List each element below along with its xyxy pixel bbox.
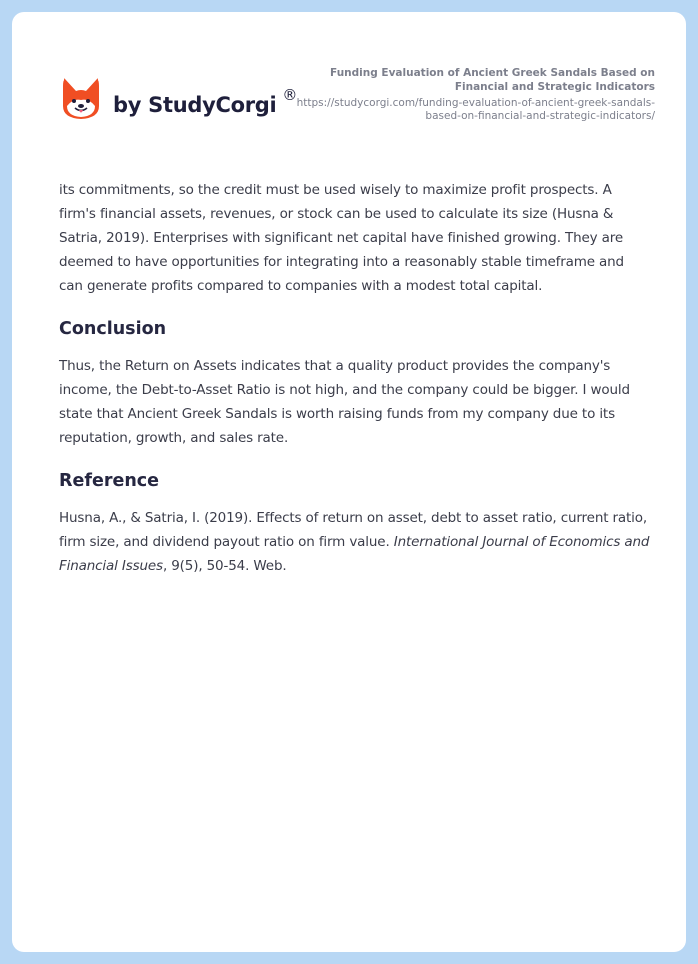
logo-wordmark: by StudyCorgi — [113, 93, 277, 117]
registered-mark: ® — [282, 86, 298, 104]
studycorgi-logo[interactable] — [61, 76, 297, 122]
document-url[interactable]: https://studycorgi.com/funding-evaluation-of-ancient-greek-sandals-based-on-financial-and-strategic-indicators/ — [296, 97, 655, 122]
document-meta — [275, 66, 655, 123]
corgi-logo-icon — [61, 76, 101, 122]
reference-citation: Husna, A., & Satria, I. (2019). Effects of return on asset, debt to asset ratio, current ratio, firm size, and dividend payout ratio on firm value. — [59, 510, 648, 550]
reference-details: , 9(5), 50-54. Web. — [162, 558, 287, 574]
reference-heading: Reference — [59, 471, 160, 491]
document-page — [12, 12, 686, 952]
conclusion-heading: Conclusion — [59, 319, 167, 339]
reference-journal: International Journal of Economics and Financial Issues — [59, 534, 650, 574]
document-title: Funding Evaluation of Ancient Greek Sandals Based on Financial and Strategic Indicators — [330, 67, 655, 93]
conclusion-paragraph: Thus, the Return on Assets indicates that a quality product provides the company's income, the Debt-to-Asset Ratio is not high, and the company could be bigger. I would state that Ancient Greek Sandals is worth raising funds from my company due to its reputation, growth, and sales rate. — [59, 358, 630, 446]
page-header — [12, 12, 686, 152]
reference-entry — [59, 506, 651, 578]
intro-paragraph: its commitments, so the credit must be used wisely to maximize profit prospects. A firm's financial assets, revenues, or stock can be used to calculate its size (Husna & Satria, 2019). Enterprises with significant net capital have finished growing. They are deemed to have opportunities for integrating into a reasonably stable timeframe and can generate profits compared to companies with a modest total capital. — [59, 182, 624, 294]
document-body — [59, 178, 651, 578]
